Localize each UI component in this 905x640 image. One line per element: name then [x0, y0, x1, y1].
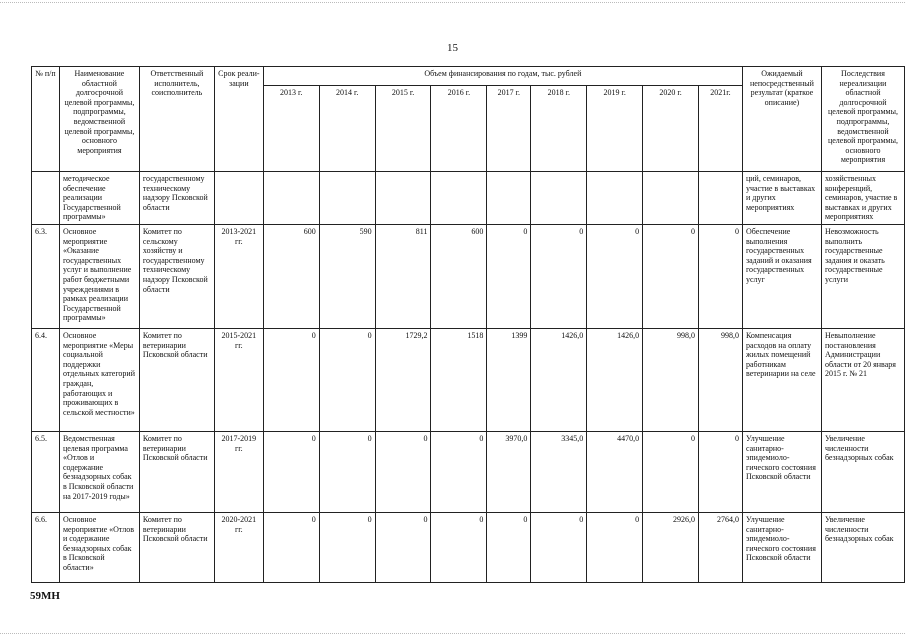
cell-value [319, 172, 375, 225]
header-year: 2014 г. [319, 86, 375, 172]
footer-code: 59МН [30, 590, 60, 602]
cell-value: 2764,0 [699, 512, 743, 582]
cell-num: 6.5. [32, 431, 60, 512]
header-row-1 [32, 67, 905, 86]
cell-value: 1518 [431, 328, 487, 431]
cell-value: 3345,0 [531, 431, 587, 512]
cell-executor: государственному техническому надзору Псковской области [139, 172, 214, 225]
table-row [32, 431, 905, 512]
cell-value: 0 [699, 224, 743, 328]
cell-value: 4470,0 [587, 431, 643, 512]
cell-term: 2015-2021 гг. [214, 328, 263, 431]
cell-executor: Комитет по сельскому хозяйству и государственному техническому надзору Псковской области [139, 224, 214, 328]
header-year: 2013 г. [263, 86, 319, 172]
cell-result: ций, семинаров, участие в выставках и других мероприятиях [742, 172, 821, 225]
cell-name: Основное мероприятие «Меры социальной поддержки отдельных категорий граждан, работающих и проживающих в сельской местности» [59, 328, 139, 431]
header-year: 2017 г. [487, 86, 531, 172]
cell-value: 0 [643, 224, 699, 328]
table-row [32, 512, 905, 582]
cell-value: 998,0 [643, 328, 699, 431]
cell-value: 0 [587, 512, 643, 582]
cell-consequences: хозяйственных конференций, семинаров, участие в выставках и других мероприятиях [821, 172, 904, 225]
cell-consequences: Невозможность выполнить государственные задания и оказать государственные услуги [821, 224, 904, 328]
cell-result: Улучшение санитарно-эпидемиоло-гического состояния Псковской области [742, 431, 821, 512]
header-year: 2018 г. [531, 86, 587, 172]
cell-name: Основное мероприятие «Отлов и содержание безнадзорных собак в Псковской области» [59, 512, 139, 582]
header-consequences: Последствия нереализации областной долгосрочной целевой программы, подпрограммы, ведомственной целевой программы, основного мероприятия [821, 67, 904, 172]
cell-value: 1426,0 [531, 328, 587, 431]
cell-value: 0 [375, 431, 431, 512]
page-number: 15 [447, 42, 458, 54]
cell-executor: Комитет по ветеринарии Псковской области [139, 431, 214, 512]
cell-value: 0 [263, 328, 319, 431]
cell-value: 0 [375, 512, 431, 582]
cell-consequences: Увеличение численности безнадзорных собак [821, 431, 904, 512]
cell-value [263, 172, 319, 225]
header-year: 2015 г. [375, 86, 431, 172]
header-num: № п/п [32, 67, 60, 172]
header-funding: Объем финансирования по годам, тыс. рублей [263, 67, 742, 86]
funding-table [31, 66, 905, 583]
cell-value [531, 172, 587, 225]
cell-num [32, 172, 60, 225]
table-row [32, 224, 905, 328]
cell-value [431, 172, 487, 225]
cell-result: Улучшение санитарно-эпидемиоло-гического состояния Псковской области [742, 512, 821, 582]
cell-term [214, 172, 263, 225]
cell-value: 600 [263, 224, 319, 328]
cell-name: Ведомственная целевая программа «Отлов и содержание безнадзорных собак в Псковской области на 2017-2019 годы» [59, 431, 139, 512]
header-year: 2016 г. [431, 86, 487, 172]
cell-value [643, 172, 699, 225]
cell-value: 0 [319, 512, 375, 582]
cell-value: 0 [319, 328, 375, 431]
cell-consequences: Увеличение численности безнадзорных собак [821, 512, 904, 582]
cell-executor: Комитет по ветеринарии Псковской области [139, 328, 214, 431]
cell-term: 2017-2019 гг. [214, 431, 263, 512]
scan-edge-top [0, 2, 905, 5]
cell-value: 0 [319, 431, 375, 512]
cell-result: Обеспечение выполнения государственных заданий и оказания государственных услуг [742, 224, 821, 328]
cell-value [487, 172, 531, 225]
cell-value: 1426,0 [587, 328, 643, 431]
cell-value: 600 [431, 224, 487, 328]
header-executor: Ответственный исполнитель, соисполнитель [139, 67, 214, 172]
cell-value: 0 [531, 512, 587, 582]
cell-value [375, 172, 431, 225]
cell-value: 0 [431, 512, 487, 582]
cell-value: 0 [587, 224, 643, 328]
cell-value [699, 172, 743, 225]
cell-name: Основное мероприятие «Оказание государственных услуг и выполнение работ бюджетными учреждениями в рамках реализации Государственной программы» [59, 224, 139, 328]
header-term: Срок реали-зации [214, 67, 263, 172]
cell-value: 0 [487, 224, 531, 328]
header-name: Наименование областной долгосрочной целевой программы, подпрограммы, ведомственной целевой программы, основного мероприятия [59, 67, 139, 172]
cell-num: 6.4. [32, 328, 60, 431]
cell-consequences: Невыполнение постановления Администрации области от 20 января 2015 г. № 21 [821, 328, 904, 431]
cell-result: Компенсация расходов на оплату жилых помещений работникам ветеринарии на селе [742, 328, 821, 431]
cell-term: 2020-2021 гг. [214, 512, 263, 582]
scan-edge-bottom [0, 633, 905, 636]
cell-value: 0 [643, 431, 699, 512]
cell-num: 6.3. [32, 224, 60, 328]
cell-value: 590 [319, 224, 375, 328]
cell-value: 0 [263, 431, 319, 512]
cell-value: 1399 [487, 328, 531, 431]
cell-value: 0 [263, 512, 319, 582]
table-row [32, 328, 905, 431]
cell-value: 0 [431, 431, 487, 512]
cell-value: 3970,0 [487, 431, 531, 512]
cell-value: 998,0 [699, 328, 743, 431]
header-year: 2019 г. [587, 86, 643, 172]
cell-value: 0 [487, 512, 531, 582]
table-row-continuation [32, 172, 905, 225]
header-year: 2020 г. [643, 86, 699, 172]
cell-num: 6.6. [32, 512, 60, 582]
cell-executor: Комитет по ветеринарии Псковской области [139, 512, 214, 582]
cell-value: 811 [375, 224, 431, 328]
header-year: 2021г. [699, 86, 743, 172]
cell-term: 2013-2021 гг. [214, 224, 263, 328]
cell-value [587, 172, 643, 225]
header-result: Ожидаемый непосредственный результат (краткое описание) [742, 67, 821, 172]
cell-value: 1729,2 [375, 328, 431, 431]
cell-name: методическое обеспечение реализации Государственной программы» [59, 172, 139, 225]
cell-value: 2926,0 [643, 512, 699, 582]
cell-value: 0 [531, 224, 587, 328]
cell-value: 0 [699, 431, 743, 512]
